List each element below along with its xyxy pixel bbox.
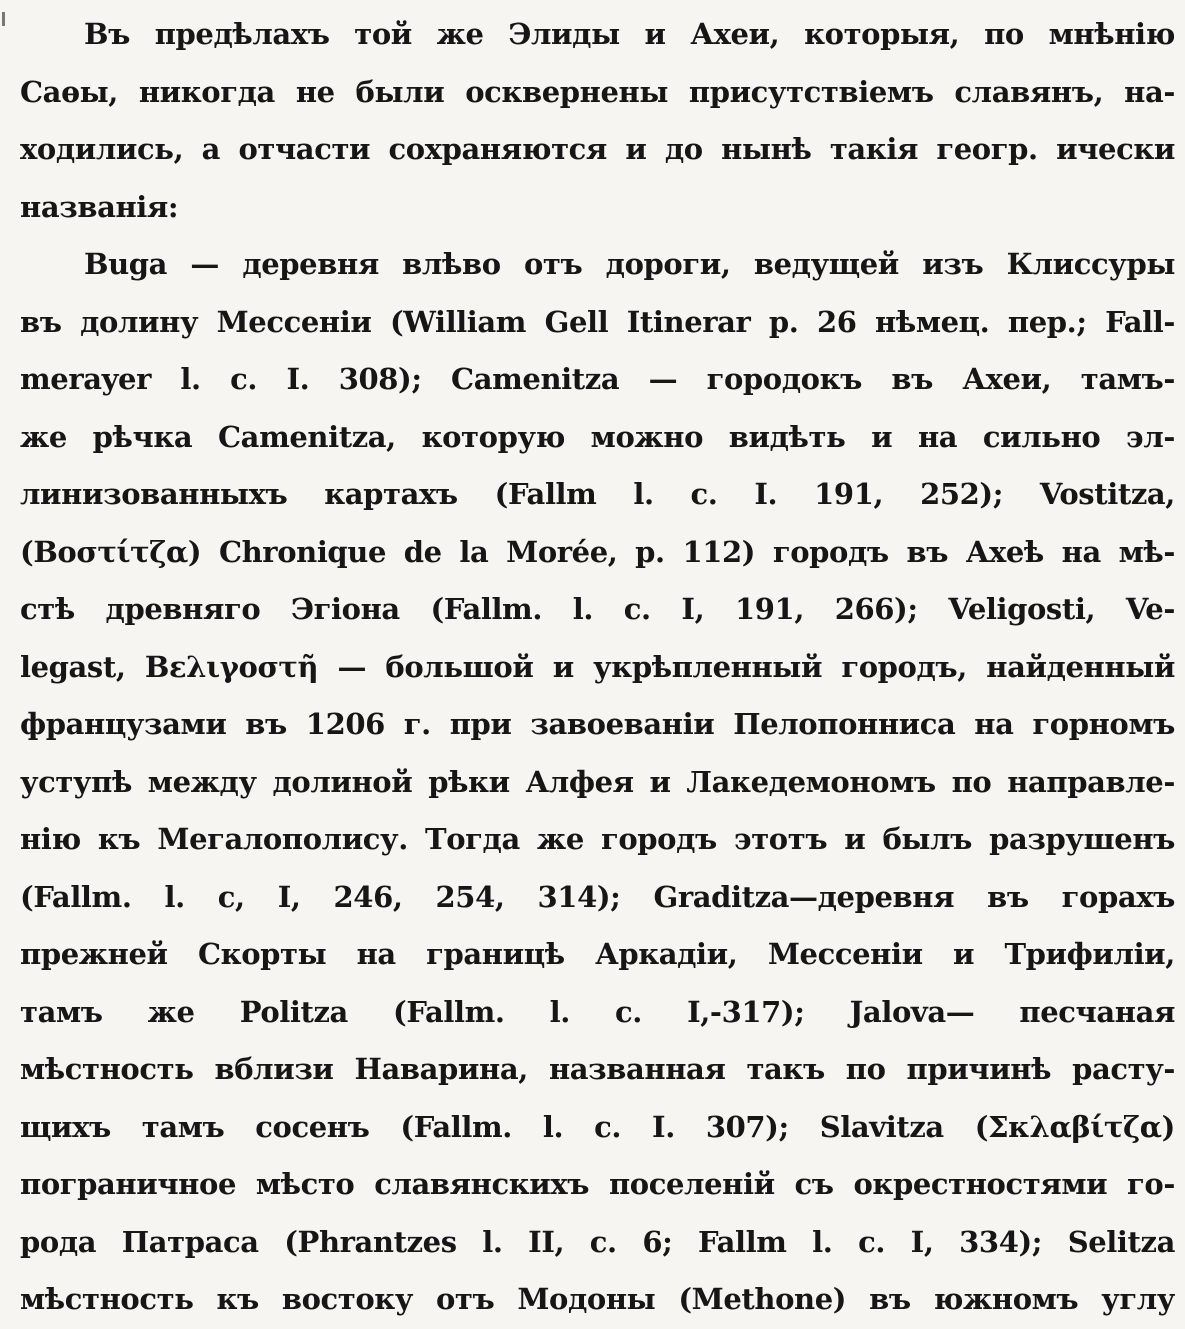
text-line: Саѳы, никогда не были осквернены присутствіемъ славянъ, на- bbox=[20, 74, 1175, 109]
text-line: merayer l. c. I. 308); Camenitza — городокъ въ Ахеи, тамъ- bbox=[20, 362, 1175, 396]
text-line: линизованныхъ картахъ (Fallm l. c. I. 191, 252); Vostitza, bbox=[20, 477, 1175, 511]
text-line: въ долину Мессеніи (William Gell Itinerar p. 26 нѣмец. пер.; Fall- bbox=[20, 304, 1175, 339]
text-line: пограничное мѣсто славянскихъ поселеній съ окрестностями го- bbox=[20, 1167, 1175, 1201]
text-line: legast, Βελιγοστῆ — большой и укрѣпленный городъ, найденный bbox=[20, 649, 1175, 684]
text-line: щихъ тамъ сосенъ (Fallm. l. c. I. 307); Slavitza (Σκλαβίτζα) bbox=[20, 1109, 1175, 1144]
stray-ink-mark bbox=[2, 12, 5, 26]
text-line: мѣстность вблизи Наварина, названная такъ по причинѣ расту- bbox=[20, 1052, 1175, 1086]
text-line: рода Патраса (Phrantzes l. II, c. 6; Fallm l. c. I, 334); Selitza bbox=[20, 1224, 1175, 1259]
text-line: же рѣчка Camenitza, которую можно видѣть и на сильно эл- bbox=[20, 419, 1175, 454]
text-block bbox=[20, 6, 1175, 1329]
text-line: (Fallm. l. c, I, 246, 254, 314); Graditza—деревня въ горахъ bbox=[20, 879, 1175, 914]
text-line: Buga — деревня влѣво отъ дороги, ведущей изъ Клиссуры bbox=[84, 247, 1175, 281]
text-line: ходились, а отчасти сохраняются и до нынѣ такія геогр. ически bbox=[20, 132, 1175, 166]
text-line: (Βοστίτζα) Chronique de la Morée, p. 112) городъ въ Ахеѣ на мѣ- bbox=[20, 534, 1175, 569]
text-line: уступѣ между долиной рѣки Алфея и Лакедемономъ по направле- bbox=[20, 764, 1175, 799]
text-line: названія: bbox=[20, 189, 179, 224]
text-line: стѣ древняго Эгіона (Fallm. l. c. I, 191, 266); Veligosti, Ve- bbox=[20, 592, 1175, 626]
text-line: тамъ же Politza (Fallm. l. c. I,-317); Jalova— песчаная bbox=[20, 994, 1175, 1029]
text-line: мѣстность къ востоку отъ Модоны (Methone) въ южномъ углу bbox=[20, 1282, 1175, 1316]
text-line: французами въ 1206 г. при завоеваніи Пелопонниса на горномъ bbox=[20, 707, 1175, 741]
text-line: прежней Скорты на границѣ Аркадіи, Мессеніи и Трифиліи, bbox=[20, 937, 1175, 971]
text-line: нію къ Мегалополису. Тогда же городъ этотъ и былъ разрушенъ bbox=[20, 822, 1175, 856]
text-line: Въ предѣлахъ той же Элиды и Ахеи, которыя, по мнѣнію bbox=[84, 17, 1175, 51]
